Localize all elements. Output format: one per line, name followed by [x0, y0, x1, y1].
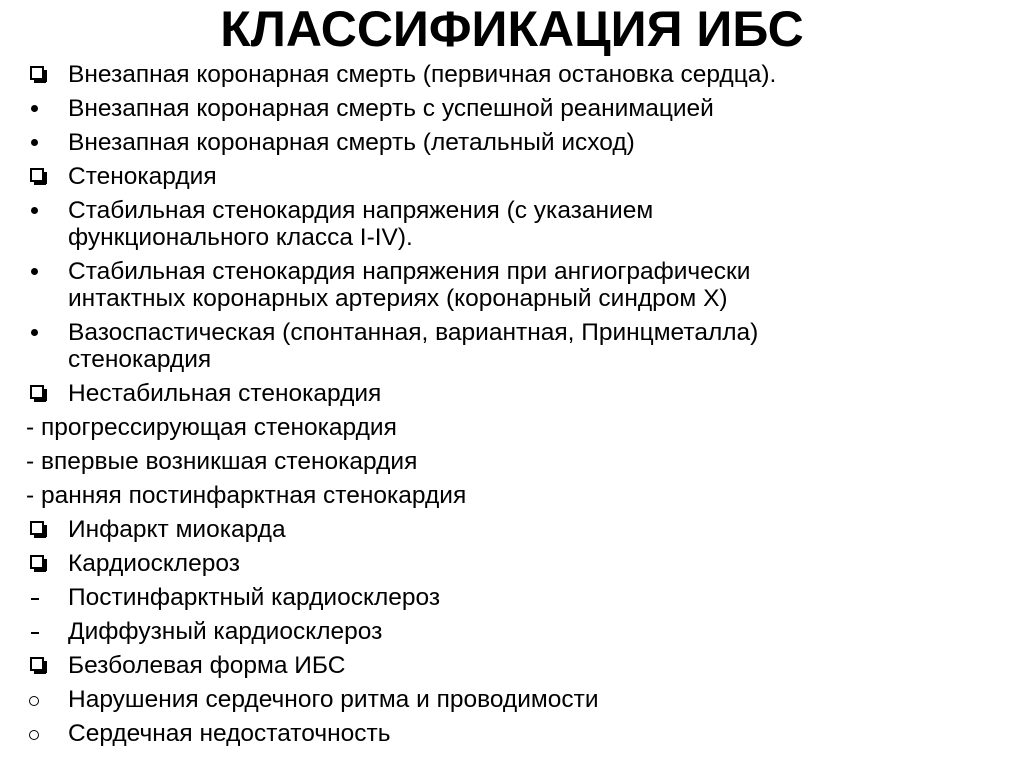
- list-item-line: Стабильная стенокардия напряжения (с указанием: [68, 197, 654, 224]
- list-item: [26, 92, 1006, 126]
- list-item: [26, 547, 1006, 581]
- list-item-line: интактных коронарных артериях (коронарный синдром Х): [68, 285, 728, 312]
- checkbox-icon: [30, 66, 44, 80]
- list-item: [26, 255, 1006, 316]
- checkbox-icon: [30, 521, 44, 535]
- list-item-text: Инфаркт миокарда: [68, 516, 286, 543]
- list-item-text: [26, 319, 1006, 373]
- list-item-text: Постинфарктный кардиосклероз: [68, 584, 441, 611]
- bullet-icon: [31, 268, 38, 275]
- list-item: [26, 160, 1006, 194]
- list-item: [26, 683, 1006, 717]
- list-item: [26, 513, 1006, 547]
- bullet-icon: [31, 105, 38, 112]
- list-item: [26, 445, 1006, 479]
- list-item-text: Сердечная недостаточность: [68, 720, 391, 747]
- checkbox-icon: [30, 555, 44, 569]
- list-item-line: стенокардия: [68, 346, 212, 373]
- list-item-line: функционального класса I-IV).: [68, 224, 413, 251]
- checkbox-icon: [30, 385, 44, 399]
- list-item-text: Стенокардия: [68, 163, 217, 190]
- hollow-circle-icon: [29, 730, 39, 740]
- list-item-text: Нестабильная стенокардия: [68, 380, 382, 407]
- list-item: [26, 58, 1006, 92]
- list-item: [26, 615, 1006, 649]
- dash-icon: [31, 632, 39, 634]
- list-item: [26, 126, 1006, 160]
- list-item-text: - прогрессирующая стенокардия: [26, 414, 397, 441]
- checkbox-icon: [30, 168, 44, 182]
- list-item-text: - впервые возникшая стенокардия: [26, 448, 418, 475]
- list-item-text: [26, 197, 1006, 251]
- bullet-icon: [31, 207, 38, 214]
- list-item-line: Стабильная стенокардия напряжения при ангиографически: [68, 258, 751, 285]
- list-item: [26, 717, 1006, 751]
- list-item-text: [26, 258, 1006, 312]
- list-item-text: Нарушения сердечного ритма и проводимости: [68, 686, 599, 713]
- list-item-text: Кардиосклероз: [68, 550, 240, 577]
- list-item: [26, 649, 1006, 683]
- list-item-text: Внезапная коронарная смерть с успешной реанимацией: [68, 95, 714, 122]
- page-title: КЛАССИФИКАЦИЯ ИБС: [220, 1, 804, 57]
- bullet-icon: [31, 139, 38, 146]
- classification-list: [26, 58, 1006, 751]
- list-item-text: Безболевая форма ИБС: [68, 652, 346, 679]
- dash-icon: [31, 598, 39, 600]
- checkbox-icon: [30, 657, 44, 671]
- list-item: [26, 479, 1006, 513]
- list-item-text: Внезапная коронарная смерть (первичная остановка сердца).: [68, 61, 777, 88]
- list-item-text: - ранняя постинфарктная стенокардия: [26, 482, 467, 509]
- list-item-text: Диффузный кардиосклероз: [68, 618, 383, 645]
- list-item: [26, 194, 1006, 255]
- list-item: [26, 377, 1006, 411]
- list-item-text: Внезапная коронарная смерть (летальный исход): [68, 129, 635, 156]
- list-item-line: Вазоспастическая (спонтанная, вариантная, Принцметалла): [68, 319, 759, 346]
- list-item: [26, 316, 1006, 377]
- list-item: [26, 411, 1006, 445]
- list-item: [26, 581, 1006, 615]
- bullet-icon: [31, 329, 38, 336]
- hollow-circle-icon: [29, 696, 39, 706]
